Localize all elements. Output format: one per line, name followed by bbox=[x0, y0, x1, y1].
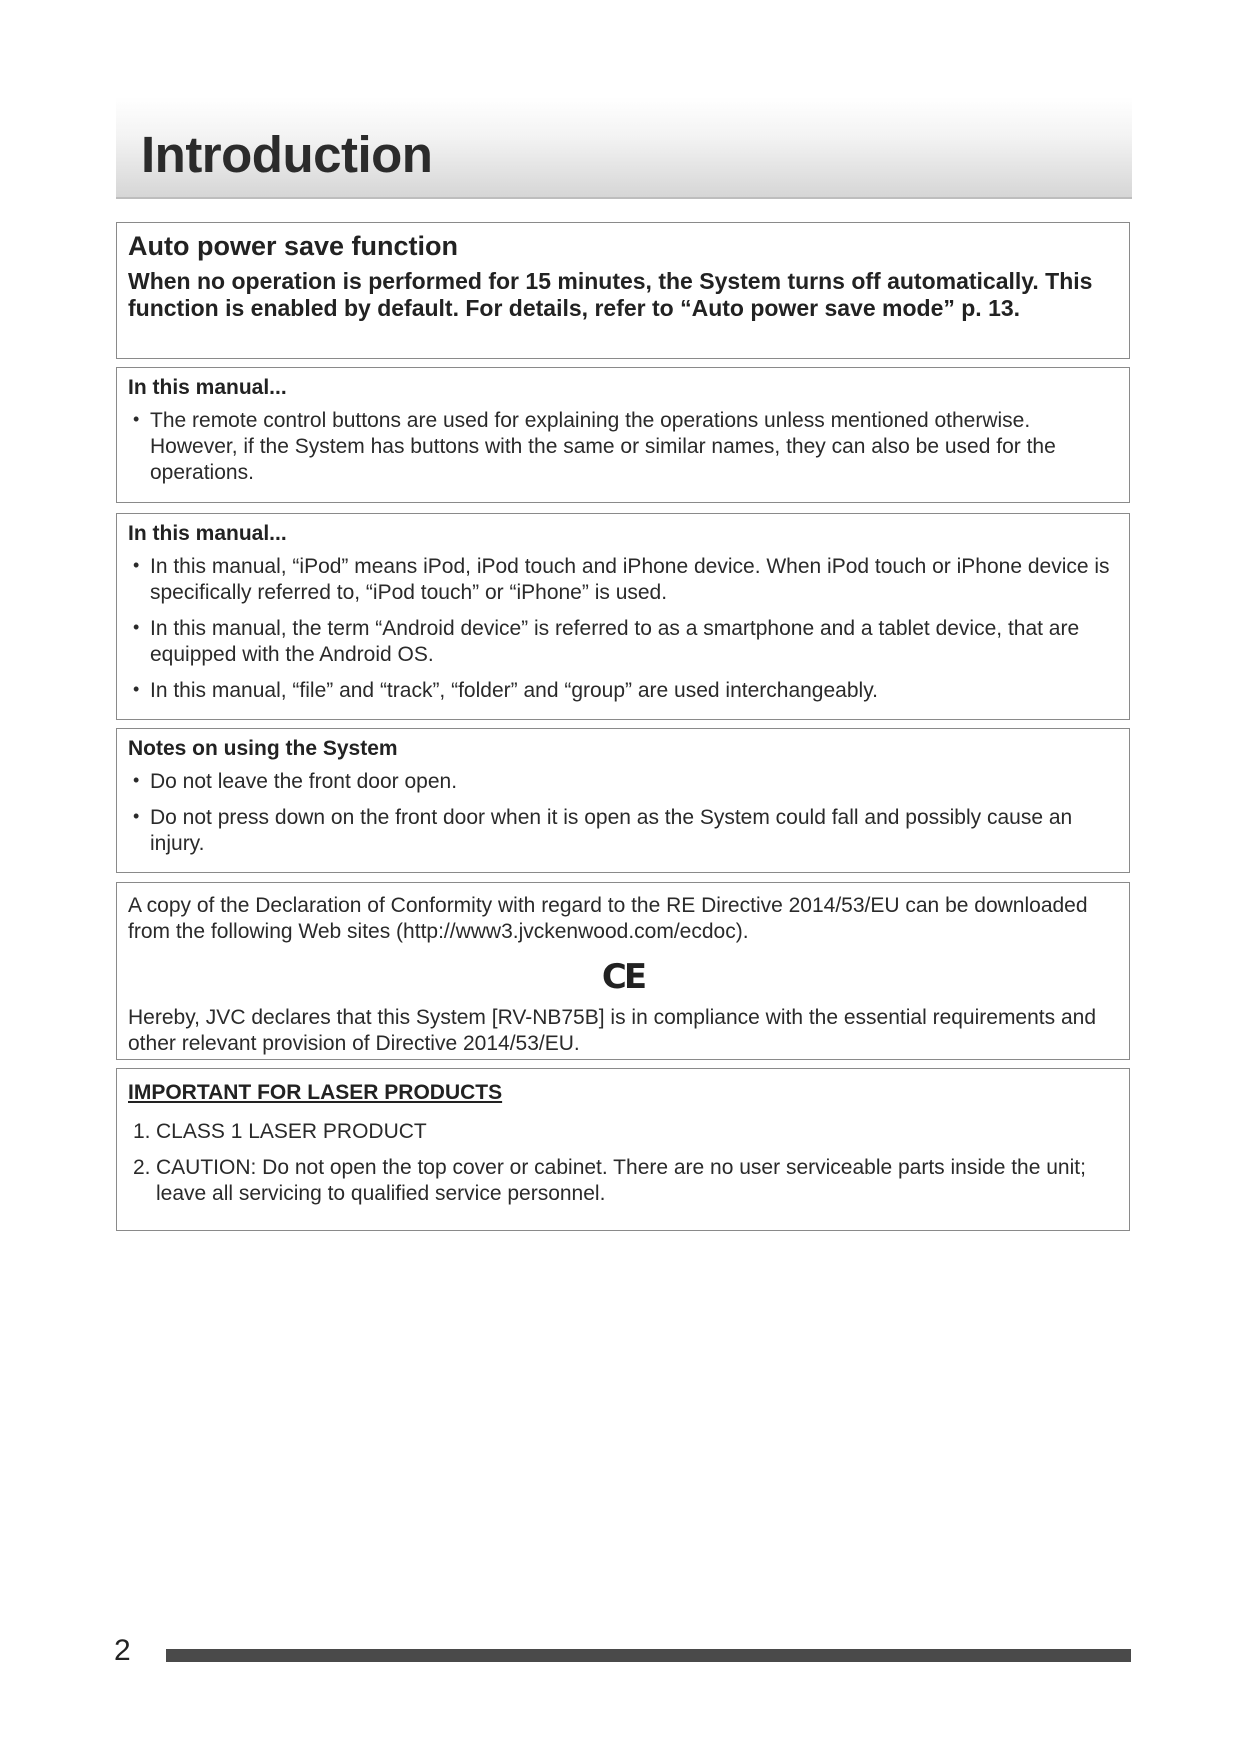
page-number: 2 bbox=[114, 1634, 131, 1667]
page-title: Introduction bbox=[141, 126, 433, 183]
list-item: • Do not press down on the front door when it is open as the System could fall and possibly cause an injury. bbox=[128, 805, 1118, 857]
auto-power-heading: Auto power save function bbox=[128, 231, 459, 261]
bullet-icon: • bbox=[133, 806, 140, 826]
conformity-box bbox=[116, 882, 1130, 1060]
bullet-icon: • bbox=[133, 679, 140, 699]
manual-box-2 bbox=[116, 513, 1130, 720]
manual-1-list bbox=[128, 408, 1118, 486]
ce-mark-icon: CE bbox=[601, 957, 645, 997]
laser-box bbox=[116, 1068, 1130, 1231]
notes-list bbox=[128, 769, 1118, 857]
laser-list bbox=[128, 1119, 1118, 1207]
notes-box bbox=[116, 728, 1130, 873]
manual-2-list bbox=[128, 554, 1118, 704]
title-band bbox=[116, 97, 1132, 199]
manual-2-heading: In this manual... bbox=[128, 522, 287, 545]
manual-box-1 bbox=[116, 367, 1130, 503]
bullet-icon: • bbox=[133, 409, 140, 429]
conformity-text: A copy of the Declaration of Conformity with regard to the RE Directive 2014/53/EU can be downloaded from the following Web sites (http://www3.jvckenwood.com/ecdoc). bbox=[128, 894, 1088, 943]
bullet-icon: • bbox=[133, 617, 140, 637]
list-item: 2. CAUTION: Do not open the top cover or cabinet. There are no user serviceable parts inside the unit; leave all servicing to qualified service personnel. bbox=[133, 1156, 1086, 1205]
bullet-icon: • bbox=[133, 555, 140, 575]
list-item: • In this manual, “iPod” means iPod, iPod touch and iPhone device. When iPod touch or iPhone device is specifically referred to, “iPod touch” or “iPhone” is used. bbox=[128, 554, 1118, 606]
list-item: 1. CLASS 1 LASER PRODUCT bbox=[133, 1120, 427, 1143]
list-item: • In this manual, the term “Android device” is referred to as a smartphone and a tablet device, that are equipped with the Android OS. bbox=[128, 616, 1118, 668]
laser-heading: IMPORTANT FOR LASER PRODUCTS bbox=[128, 1081, 503, 1104]
auto-power-text: When no operation is performed for 15 minutes, the System turns off automatically. This function is enabled by default. For details, refer to “Auto power save mode” p. 13. bbox=[128, 268, 1093, 321]
list-item: • The remote control buttons are used for explaining the operations unless mentioned otherwise. However, if the System has buttons with the same or similar names, they can also be used for the operations. bbox=[128, 408, 1118, 486]
manual-1-heading: In this manual... bbox=[128, 376, 287, 399]
notes-heading: Notes on using the System bbox=[128, 737, 398, 760]
list-item: • In this manual, “file” and “track”, “folder” and “group” are used interchangeably. bbox=[128, 678, 1118, 704]
bullet-icon: • bbox=[133, 770, 140, 790]
compliance-text: Hereby, JVC declares that this System [RV-NB75B] is in compliance with the essential requirements and other relevant provision of Directive 2014/53/EU. bbox=[128, 1006, 1096, 1055]
auto-power-box bbox=[116, 222, 1130, 359]
list-item: • Do not leave the front door open. bbox=[128, 769, 1118, 795]
footer-bar bbox=[166, 1649, 1131, 1662]
